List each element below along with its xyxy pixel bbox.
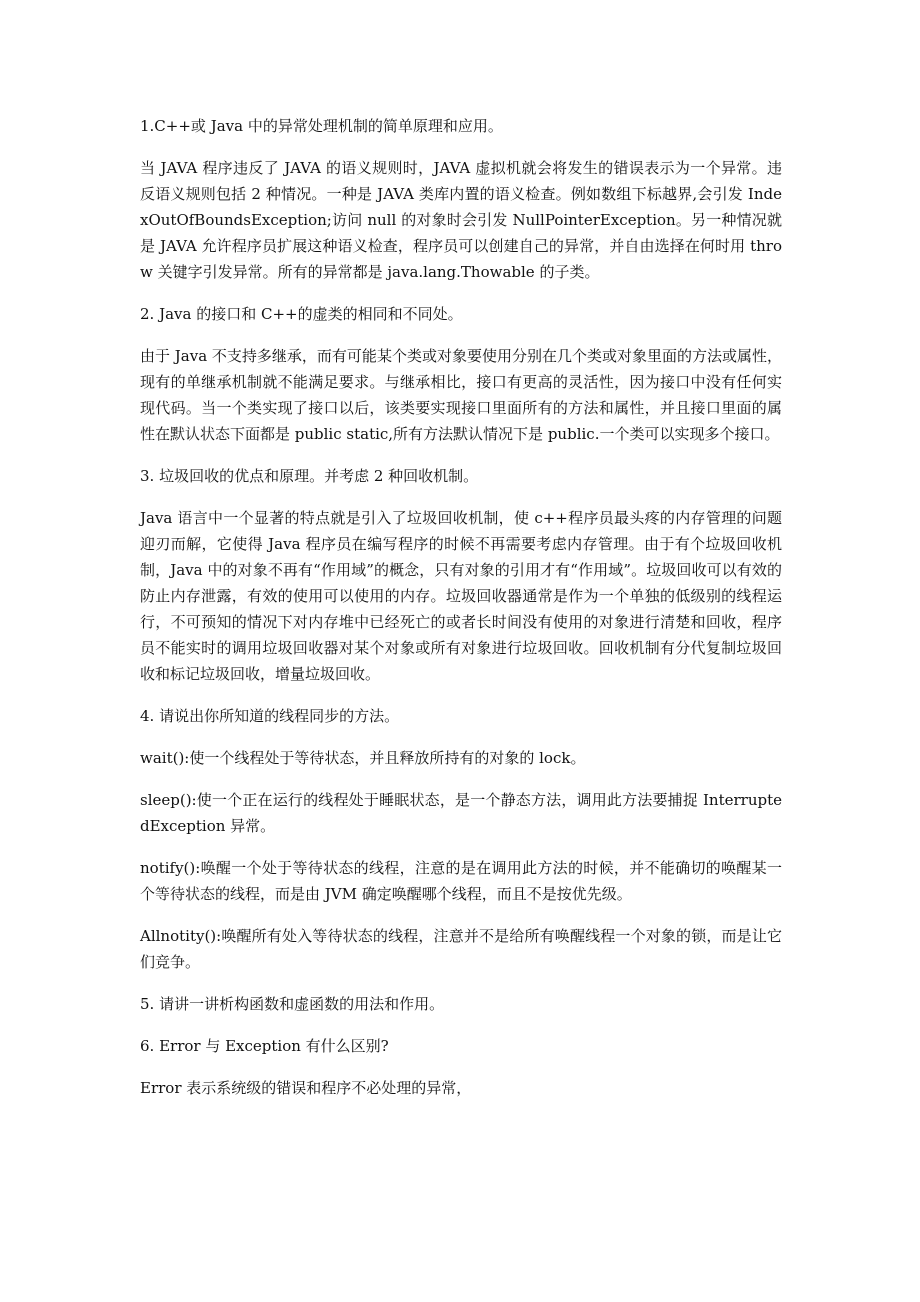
answer-4-sleep: sleep():使一个正在运行的线程处于睡眠状态，是一个静态方法，调用此方法要捕捉 InterruptedException 异常。 <box>140 791 782 835</box>
question-5-heading: 5. 请讲一讲析构函数和虚函数的用法和作用。 <box>140 995 445 1013</box>
question-6-heading: 6. Error 与 Exception 有什么区别? <box>140 1037 389 1055</box>
answer-3-paragraph: Java 语言中一个显著的特点就是引入了垃圾回收机制，使 c++程序员最头疼的内存管理的问题迎刃而解，它使得 Java 程序员在编写程序的时候不再需要考虑内存管理。由于有个垃圾回收机制，Java 中的对象不再有“作用域”的概念，只有对象的引用才有“作用域”。垃圾回收可以有效的防止内存泄露，有效的使用可以使用的内存。垃圾回收器通常是作为一个单独的低级别的线程运行，不可预知的情况下对内存堆中已经死亡的或者长时间没有使用的对象进行清楚和回收，程序员不能实时的调用垃圾回收器对某个对象或所有对象进行垃圾回收。回收机制有分代复制垃圾回收和标记垃圾回收，增量垃圾回收。 <box>140 509 782 683</box>
question-1-heading: 1.C++或 Java 中的异常处理机制的简单原理和应用。 <box>140 117 503 135</box>
question-2-heading: 2. Java 的接口和 C++的虚类的相同和不同处。 <box>140 305 463 323</box>
question-4-heading: 4. 请说出你所知道的线程同步的方法。 <box>140 707 400 725</box>
answer-4-allnotify: Allnotity():唤醒所有处入等待状态的线程，注意并不是给所有唤醒线程一个对象的锁，而是让它们竞争。 <box>140 927 782 971</box>
answer-4-notify: notify():唤醒一个处于等待状态的线程，注意的是在调用此方法的时候，并不能确切的唤醒某一个等待状态的线程，而是由 JVM 确定唤醒哪个线程，而且不是按优先级。 <box>140 859 782 903</box>
answer-6-paragraph: Error 表示系统级的错误和程序不必处理的异常， <box>140 1079 472 1097</box>
question-3-heading: 3. 垃圾回收的优点和原理。并考虑 2 种回收机制。 <box>140 467 479 485</box>
document-page <box>140 113 782 1117</box>
answer-4-wait: wait():使一个线程处于等待状态，并且释放所持有的对象的 lock。 <box>140 749 586 767</box>
answer-2-paragraph: 由于 Java 不支持多继承，而有可能某个类或对象要使用分别在几个类或对象里面的方法或属性，现有的单继承机制就不能满足要求。与继承相比，接口有更高的灵活性，因为接口中没有任何实现代码。当一个类实现了接口以后，该类要实现接口里面所有的方法和属性，并且接口里面的属性在默认状态下面都是 public static,所有方法默认情况下是 public.一个类可以实现多个接口。 <box>140 347 782 443</box>
answer-1-paragraph: 当 JAVA 程序违反了 JAVA 的语义规则时，JAVA 虚拟机就会将发生的错误表示为一个异常。违反语义规则包括 2 种情况。一种是 JAVA 类库内置的语义检查。例如数组下标越界,会引发 IndexOutOfBoundsException;访问 null 的对象时会引发 NullPointerException。另一种情况就是 JAVA 允许程序员扩展这种语义检查，程序员可以创建自己的异常，并自由选择在何时用 throw 关键字引发异常。所有的异常都是 java.lang.Thowable 的子类。 <box>140 159 782 281</box>
